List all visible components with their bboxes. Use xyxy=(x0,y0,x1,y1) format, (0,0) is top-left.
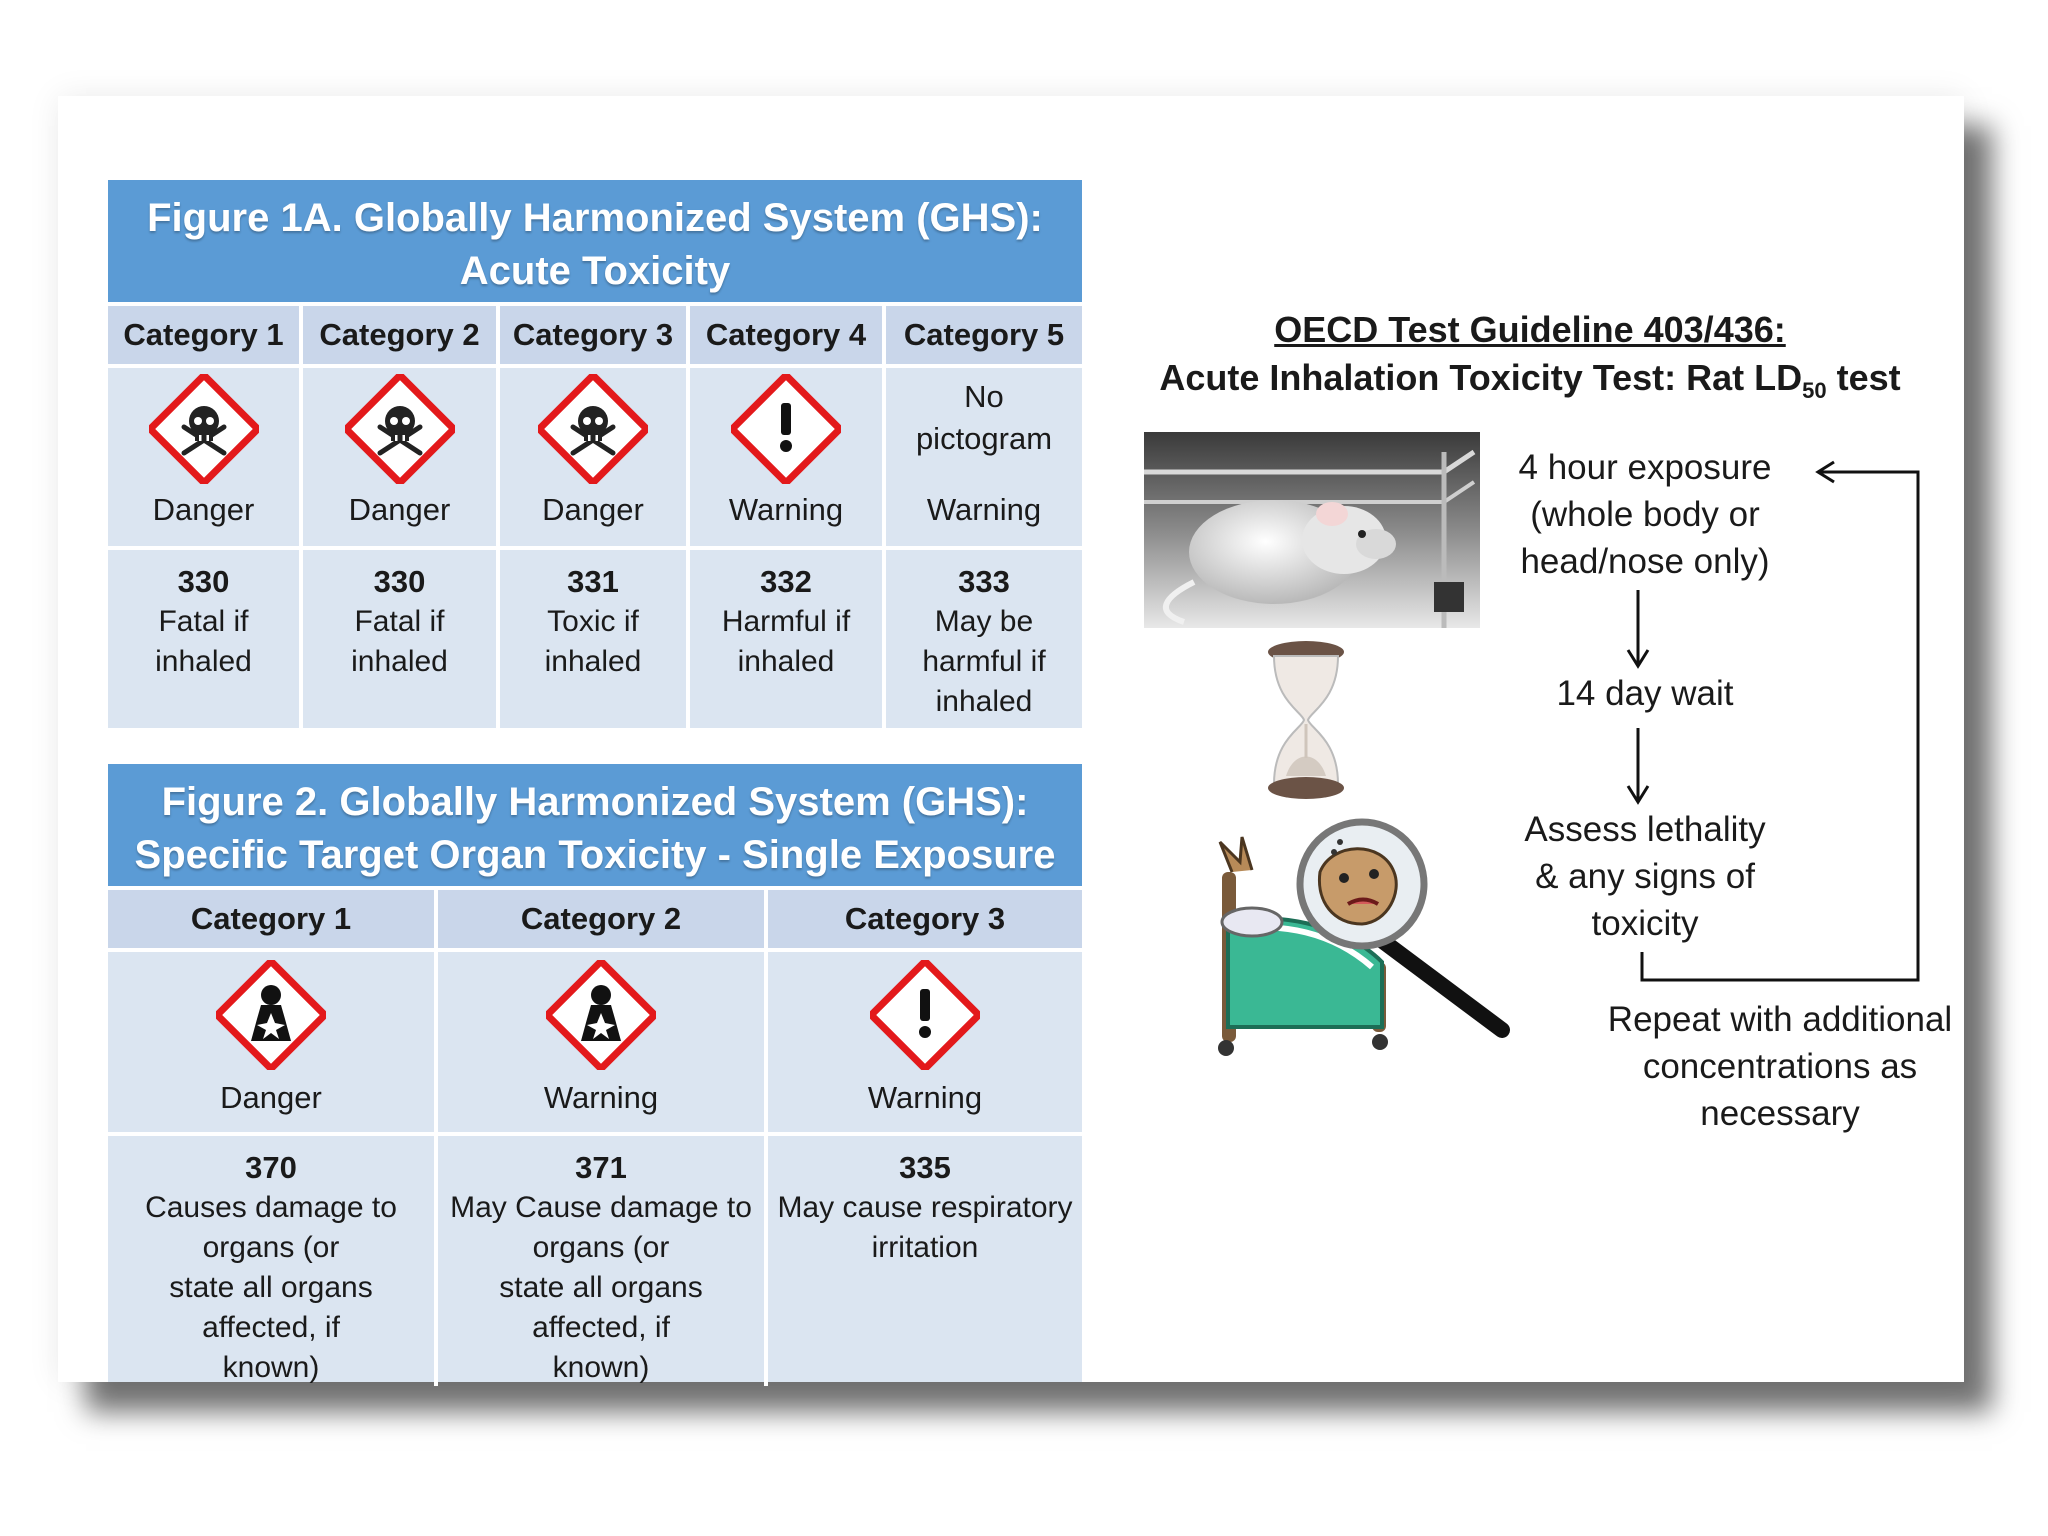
step-assess-line2: & any signs of xyxy=(1535,857,1755,896)
step-exposure-line1: 4 hour exposure xyxy=(1518,448,1772,487)
figure2-title-line2: Specific Target Organ Toxicity - Single Exposure xyxy=(134,833,1056,877)
step-wait-line1: 14 day wait xyxy=(1556,674,1734,713)
figure1-signal-2: Danger xyxy=(348,492,451,527)
figure1-category-3: Category 3 xyxy=(500,306,690,364)
hazard-text: May cause respiratory xyxy=(777,1191,1073,1224)
figure2-title-line1: Figure 2. Globally Harmonized System (GHS): xyxy=(161,780,1029,824)
no-pictogram-line1: No xyxy=(964,379,1004,414)
hazard-text: affected, if xyxy=(532,1311,670,1344)
hazard-text: state all organs xyxy=(169,1271,373,1304)
hazard-code: 330 xyxy=(373,564,426,599)
hazard-text: harmful if xyxy=(922,645,1046,678)
hazard-text: irritation xyxy=(871,1231,979,1264)
hazard-text: Causes damage to xyxy=(145,1191,397,1224)
oecd-title-suffix: test xyxy=(1826,357,1901,398)
oecd-title-line1: OECD Test Guideline 403/436: xyxy=(1274,309,1786,350)
figure1-category-5: Category 5 xyxy=(903,317,1065,352)
hazard-text: organs (or xyxy=(532,1231,670,1264)
hazard-text: May Cause damage to xyxy=(450,1191,752,1224)
figure2-signal-3: Warning xyxy=(867,1080,983,1115)
oecd-title-subscript: 50 xyxy=(1802,378,1827,404)
figure2-category-1: Category 1 xyxy=(108,890,438,948)
step-assess-line1: Assess lethality xyxy=(1524,810,1766,849)
figure1-category-4: Category 4 xyxy=(690,306,886,364)
arrow-loop-back xyxy=(1642,472,1918,980)
hazard-code: 332 xyxy=(760,564,812,599)
hazard-text: affected, if xyxy=(202,1311,340,1344)
hazard-text: May be xyxy=(934,605,1034,638)
step-repeat-line3: necessary xyxy=(1700,1094,1860,1133)
figure1-category-1: Category 1 xyxy=(108,306,303,364)
hazard-text: known) xyxy=(222,1351,320,1384)
hazard-code: 370 xyxy=(245,1150,297,1185)
figure2-signal-1: Danger xyxy=(220,1080,322,1115)
step-repeat-line1: Repeat with additional xyxy=(1607,1000,1953,1039)
figure2-signal-2: Warning xyxy=(543,1080,659,1115)
no-pictogram-line2: pictogram xyxy=(915,421,1053,456)
hazard-code: 330 xyxy=(177,564,230,599)
hazard-code: 335 xyxy=(899,1150,951,1185)
hazard-text: Toxic if xyxy=(547,605,639,638)
hazard-text: Fatal if xyxy=(158,605,249,638)
figure1-title-line1: Figure 1A. Globally Harmonized System (GHS): xyxy=(147,196,1043,240)
hazard-code: 371 xyxy=(575,1150,627,1185)
step-exposure-line2: (whole body or xyxy=(1530,495,1760,534)
figure1-category-2: Category 2 xyxy=(303,306,500,364)
hazard-text: state all organs xyxy=(499,1271,703,1304)
figure2-category-3: Category 3 xyxy=(844,901,1006,936)
hazard-text: inhaled xyxy=(935,685,1033,718)
hazard-text: inhaled xyxy=(155,645,252,678)
hazard-text: inhaled xyxy=(737,645,835,678)
step-exposure-line3: head/nose only) xyxy=(1520,542,1770,581)
figure1-signal-3: Danger xyxy=(542,492,644,527)
hazard-text: organs (or xyxy=(202,1231,340,1264)
figure1-signal-1: Danger xyxy=(152,492,255,527)
hazard-text: known) xyxy=(552,1351,650,1384)
hazard-text: Fatal if xyxy=(354,605,445,638)
oecd-title-prefix: Acute Inhalation Toxicity Test: Rat LD xyxy=(1159,357,1803,398)
figure2-category-2: Category 2 xyxy=(438,890,768,948)
hazard-code: 333 xyxy=(958,564,1010,599)
hazard-text: inhaled xyxy=(544,645,642,678)
figure1-signal-4: Warning xyxy=(728,492,844,527)
hazard-text: inhaled xyxy=(351,645,448,678)
step-repeat-line2: concentrations as xyxy=(1642,1047,1918,1086)
step-assess-line3: toxicity xyxy=(1591,904,1699,943)
hazard-text: Harmful if xyxy=(721,605,851,638)
figure1-title-line2: Acute Toxicity xyxy=(459,249,731,293)
hazard-code: 331 xyxy=(567,564,619,599)
figure1-signal-5: Warning xyxy=(926,492,1042,527)
